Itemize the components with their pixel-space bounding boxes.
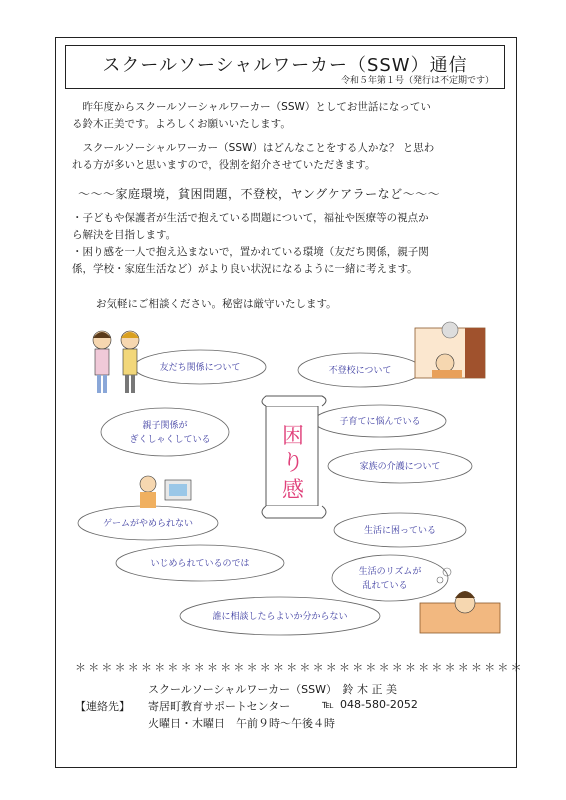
contact-label: 【連絡先】 [75,700,130,713]
tel-label: ℡ [322,698,334,711]
intro-paragraph-2 [72,140,512,174]
intro-line: る鈴木正美です。よろしくお願いいたします。 [72,118,291,130]
divider-stars: ＊＊＊＊＊＊＊＊＊＊＊＊＊＊＊＊＊＊＊＊＊＊＊＊＊＊＊＊＊＊＊＊＊＊ [75,661,524,674]
contact-name: スクールソーシャルワーカー（SSW） 鈴 木 正 美 [148,683,397,696]
role-item [72,244,512,278]
cloud-label-childcare: 子育てに悩んでいる [339,417,421,427]
role-item-line: ・困り感を一人で抱え込まないで，置かれている環境（友だち関係，親子関 [72,246,429,258]
cloud-label-game: ゲームがやめられない [102,519,194,529]
scroll-icon [262,396,326,518]
concerns-illustration [60,318,510,648]
role-item-line: 係，学校・家庭生活など）がより良い状況になるように一緒に考えます。 [72,263,418,275]
cloud-label-consult: 誰に相談したらよいか分からない [212,612,348,622]
people-illustration-talking [93,331,139,393]
cloud-label-parent: ぎくしゃくしている [129,435,211,445]
people-illustration-worried [415,322,485,378]
cloud-label-parent: 親子関係が [142,421,188,431]
tel-number: 048-580-2052 [340,698,418,711]
intro-line: 昨年度からスクールソーシャルワーカー（SSW）としてお世話になってい [72,101,431,113]
cloud-label-rhythm: 乱れている [362,581,408,591]
people-illustration-gaming [140,476,191,508]
scroll-char: り [281,451,305,476]
intro-line: れる方が多いと思いますので，役割を紹介させていただきます。 [72,159,376,171]
scroll-char: 困 [281,424,305,449]
theme-line: ～～～家庭環境，貧困問題，不登校，ヤングケアラーなど～～～ [78,187,441,201]
cloud-label-nursing: 家族の介護について [359,462,441,472]
cloud-label-rhythm: 生活のリズムが [358,567,422,577]
cloud-label-friends: 友だち関係について [159,363,241,373]
role-item-line: ・子どもや保護者が生活で抱えている問題について，福祉や医療等の視点か [72,212,429,224]
role-item [72,210,512,244]
page-title: スクールソーシャルワーカー（SSW）通信 [102,55,468,76]
issue-note: 令和５年第１号（発行は不定期です） [340,76,494,86]
role-list [72,210,512,278]
cloud-rhythm [332,555,448,601]
contact-center: 寄居町教育サポートセンター [148,700,291,713]
contact-hours: 火曜日・木曜日 午前９時～午後４時 [148,717,335,730]
cloud-label-truancy: 不登校について [328,366,392,376]
intro-paragraph-1 [72,99,512,133]
cloud-label-living: 生活に困っている [363,526,437,536]
role-item-line: ら解決を目指します。 [72,229,177,241]
intro-line: スクールソーシャルワーカー（SSW）はどんなことをする人かな？ と思わ [72,142,435,154]
cloud-label-bullied: いじめられているのでは [150,559,250,569]
scroll-char: 感 [281,478,305,503]
closing-text: お気軽にご相談ください。秘密は厳守いたします。 [96,298,337,310]
cloud-parent [101,408,229,456]
title-box [65,45,505,89]
